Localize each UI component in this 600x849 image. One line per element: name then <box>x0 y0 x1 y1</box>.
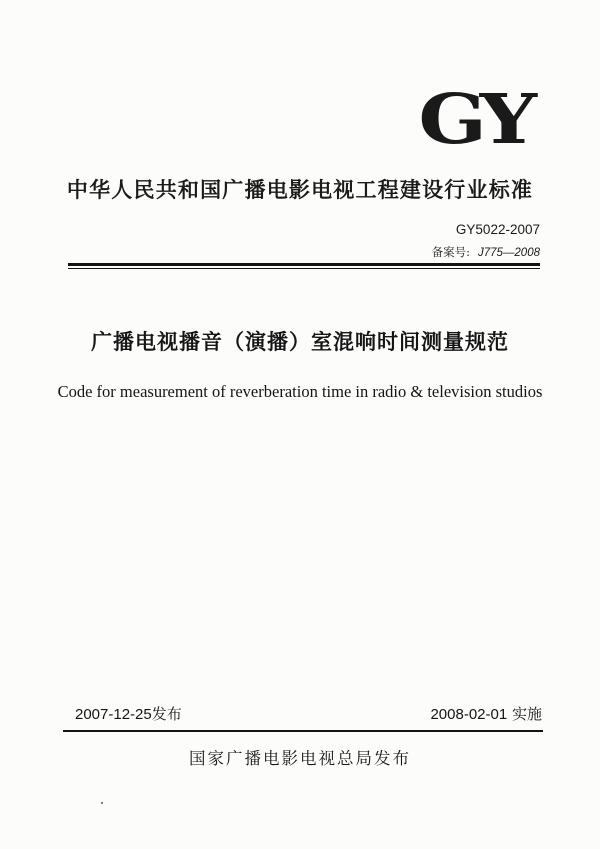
document-title: 广播电视播音（演播）室混响时间测量规范 <box>91 330 509 354</box>
org-title: 中华人民共和国广播电影电视工程建设行业标准 <box>66 178 534 202</box>
scan-speck <box>101 802 103 804</box>
implementation-date-label: 实施 <box>511 705 542 723</box>
record-number-value: J775—2008 <box>477 247 540 259</box>
header-divider-thin <box>68 268 540 269</box>
record-number <box>432 244 540 260</box>
issue-date <box>75 703 182 724</box>
footer-divider <box>63 730 543 732</box>
record-number-label: 备案号: <box>431 245 470 259</box>
implementation-date-value: 2008-02-01 <box>430 706 508 723</box>
gy-logo: GY <box>418 80 530 160</box>
document-title-english: Code for measurement of reverberation time in radio & television studios <box>57 382 543 401</box>
header-divider-thick <box>68 263 540 266</box>
standard-number: GY5022-2007 <box>455 222 540 237</box>
publisher: 国家广播电影电视总局发布 <box>189 749 411 768</box>
issue-date-value: 2007-12-25 <box>75 706 152 723</box>
issue-date-label: 发布 <box>151 705 182 723</box>
implementation-date <box>430 703 542 724</box>
